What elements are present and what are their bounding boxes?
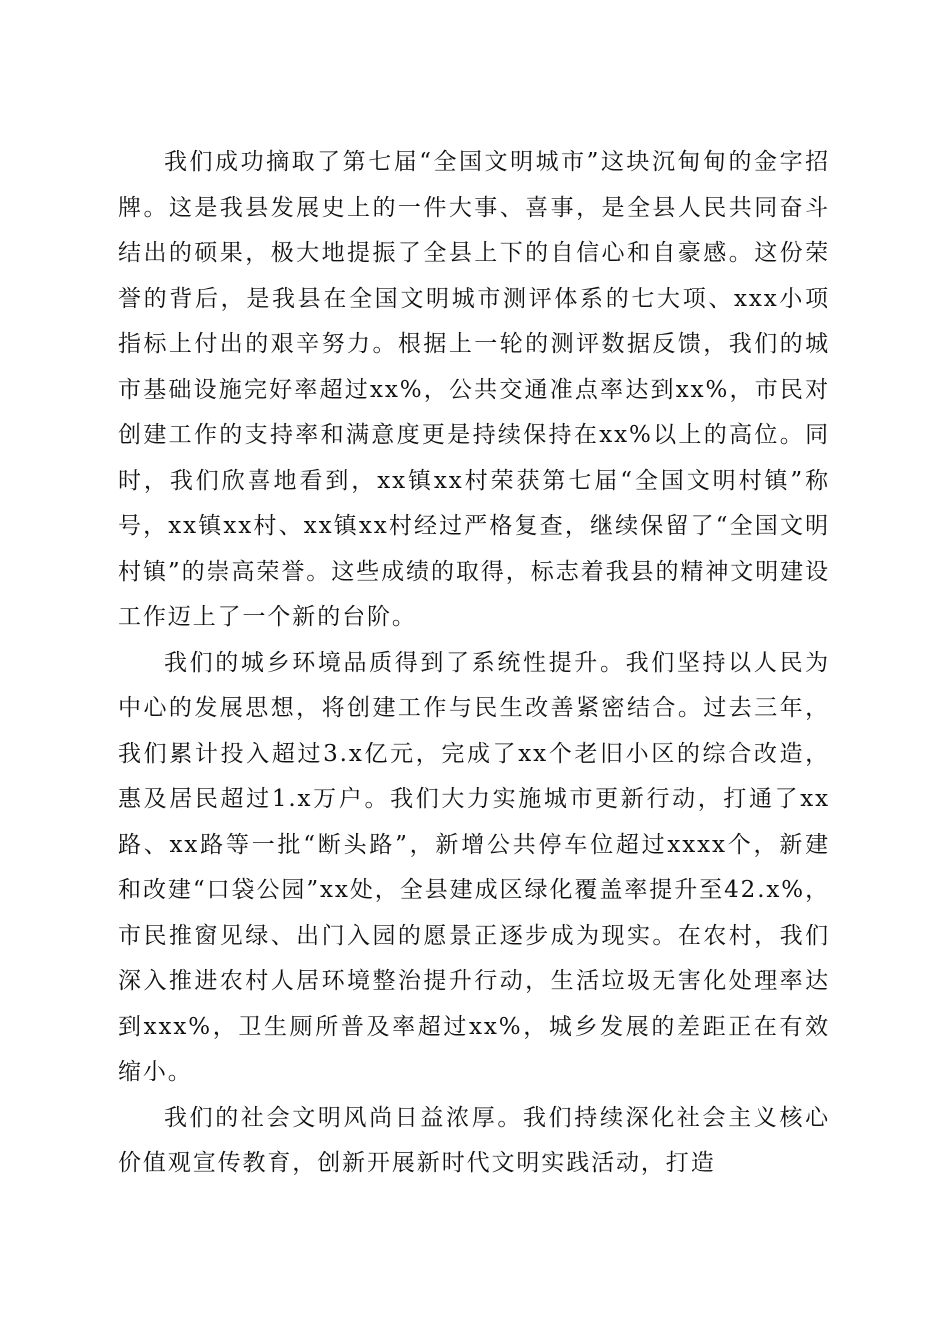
- paragraph-1: 我们成功摘取了第七届“全国文明城市”这块沉甸甸的金字招牌。这是我县发展史上的一件大事、喜事，是全县人民共同奋斗结出的硕果，极大地提振了全县上下的自信心和自豪感。这份荣誉的背后，是我县在全国文明城市测评体系的七大项、xxx小项指标上付出的艰辛努力。根据上一轮的测评数据反馈，我们的城市基础设施完好率超过xx%，公共交通准点率达到xx%，市民对创建工作的支持率和满意度更是持续保持在xx%以上的高位。同时，我们欣喜地看到，xx镇xx村荣获第七届“全国文明村镇”称号，xx镇xx村、xx镇xx村经过严格复查，继续保留了“全国文明村镇”的崇高荣誉。这些成绩的取得，标志着我县的精神文明建设工作迈上了一个新的台阶。: [118, 149, 830, 630]
- paragraph-2: 我们的城乡环境品质得到了系统性提升。我们坚持以人民为中心的发展思想，将创建工作与民生改善紧密结合。过去三年，我们累计投入超过3.x亿元，完成了xx个老旧小区的综合改造，惠及居民超过1.x万户。我们大力实施城市更新行动，打通了xx路、xx路等一批“断头路”，新增公共停车位超过xxxx个，新建和改建“口袋公园”xx处，全县建成区绿化覆盖率提升至42.x%，市民推窗见绿、出门入园的愿景正逐步成为现实。在农村，我们深入推进农村人居环境整治提升行动，生活垃圾无害化处理率达到xxx%，卫生厕所普及率超过xx%，城乡发展的差距正在有效缩小。: [118, 649, 830, 1085]
- document-body: [118, 140, 830, 1187]
- paragraph-3: 我们的社会文明风尚日益浓厚。我们持续深化社会主义核心价值观宣传教育，创新开展新时代文明实践活动，打造: [118, 1104, 830, 1176]
